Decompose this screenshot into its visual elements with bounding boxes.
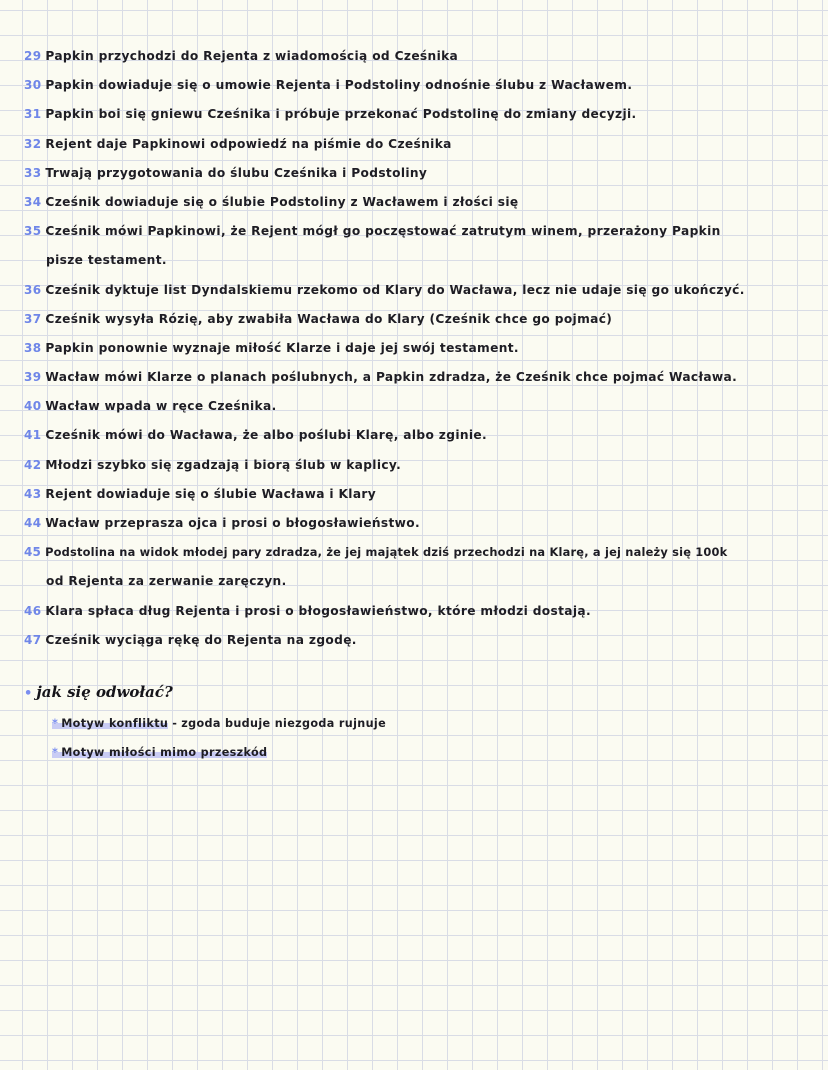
- list-item: [24, 305, 804, 334]
- item-text: Wacław mówi Klarze o planach poślubnych, a Papkin zdradza, że Cześnik chce pojmać Wacława.: [45, 370, 738, 385]
- motif-list: [52, 711, 386, 769]
- motif-description: zgoda buduje niezgoda rujnuje: [181, 717, 387, 730]
- item-number: 44: [24, 516, 42, 530]
- item-text: Cześnik wyciąga rękę do Rejenta na zgodę.: [45, 632, 357, 647]
- item-number: 43: [24, 486, 42, 501]
- highlighted-text: [52, 746, 267, 759]
- item-text: Rejent daje Papkinowi odpowiedź na piśmie do Cześnika: [45, 136, 452, 151]
- motif-item: [52, 740, 386, 769]
- item-text: Cześnik mówi do Wacława, że albo poślubi Klarę, albo zginie.: [45, 428, 487, 443]
- item-number: 47: [24, 632, 42, 647]
- list-item: [24, 217, 804, 246]
- events-list: [24, 42, 804, 655]
- item-text: Wacław przeprasza ojca i prosi o błogosławieństwo.: [45, 516, 420, 530]
- highlighted-text: [52, 717, 168, 730]
- item-text: Podstolina na widok młodej pary zdradza, że jej majątek dziś przechodzi na Klarę, a jej należy się 100k: [45, 545, 728, 560]
- item-number: 40: [24, 399, 42, 414]
- heading-text: jak się odwołać?: [36, 683, 173, 701]
- item-text: Trwają przygotowania do ślubu Cześnika i Podstoliny: [45, 165, 428, 180]
- motif-label: Motyw konfliktu: [61, 717, 169, 730]
- item-number: 29: [24, 49, 42, 63]
- list-item: [24, 130, 804, 159]
- list-item: [24, 188, 804, 217]
- list-item: [24, 159, 804, 188]
- item-text: Papkin ponownie wyznaje miłość Klarze i daje jej swój testament.: [45, 340, 519, 355]
- item-text: Cześnik dowiaduje się o ślubie Podstoliny z Wacławem i złości się: [45, 194, 519, 209]
- item-number: 46: [24, 603, 42, 618]
- item-number: 34: [24, 194, 42, 209]
- item-number: 32: [24, 136, 42, 151]
- item-number: 45: [24, 545, 42, 560]
- list-item: [24, 100, 804, 129]
- list-item: [24, 392, 804, 421]
- list-item: [24, 42, 804, 71]
- item-text: Klara spłaca dług Rejenta i prosi o błogosławieństwo, które młodzi dostają.: [45, 603, 591, 618]
- item-number: 37: [24, 311, 42, 326]
- item-number: 30: [24, 78, 42, 93]
- section-heading: [24, 680, 173, 706]
- item-text: Cześnik dyktuje list Dyndalskiemu rzekomo od Klary do Wacława, lecz nie udaje się go ukończyć.: [45, 282, 745, 297]
- item-text: Papkin dowiaduje się o umowie Rejenta i Podstoliny odnośnie ślubu z Wacławem.: [45, 78, 633, 93]
- item-text: Rejent dowiaduje się o ślubie Wacława i Klary: [45, 486, 377, 501]
- item-text: Cześnik wysyła Rózię, aby zwabiła Wacława do Klary (Cześnik chce go pojmać): [45, 311, 613, 326]
- list-item: [24, 451, 804, 480]
- item-number: 33: [24, 165, 42, 180]
- item-number: 36: [24, 282, 42, 297]
- item-number: 39: [24, 370, 42, 385]
- item-text: Wacław wpada w ręce Cześnika.: [45, 399, 277, 414]
- list-item: [24, 363, 804, 392]
- item-text: Młodzi szybko się zgadzają i biorą ślub w kaplicy.: [45, 457, 402, 472]
- list-item: [24, 538, 804, 567]
- list-item-continuation: [24, 246, 804, 275]
- bullet-dot-icon: •: [24, 686, 33, 701]
- dash-separator: -: [172, 717, 178, 730]
- item-text: pisze testament.: [46, 253, 167, 268]
- list-item: [24, 597, 804, 626]
- motif-item: [52, 711, 386, 740]
- star-icon: *: [52, 717, 59, 730]
- list-item: [24, 626, 804, 655]
- item-number: 38: [24, 340, 42, 355]
- list-item: [24, 480, 804, 509]
- item-number: 41: [24, 428, 42, 443]
- item-text: Papkin przychodzi do Rejenta z wiadomością od Cześnika: [45, 49, 459, 63]
- star-icon: *: [52, 746, 59, 759]
- list-item: [24, 509, 804, 538]
- list-item: [24, 334, 804, 363]
- item-text: Papkin boi się gniewu Cześnika i próbuje przekonać Podstolinę do zmiany decyzji.: [45, 107, 637, 122]
- item-number: 42: [24, 457, 42, 472]
- list-item-continuation: [24, 567, 804, 596]
- list-item: [24, 276, 804, 305]
- list-item: [24, 71, 804, 100]
- item-number: 31: [24, 107, 42, 122]
- list-item: [24, 421, 804, 450]
- item-number: 35: [24, 224, 42, 239]
- motif-label: Motyw miłości mimo przeszkód: [61, 746, 268, 759]
- item-text: Cześnik mówi Papkinowi, że Rejent mógł go poczęstować zatrutym winem, przerażony Papkin: [45, 224, 721, 239]
- item-text: od Rejenta za zerwanie zaręczyn.: [46, 574, 287, 589]
